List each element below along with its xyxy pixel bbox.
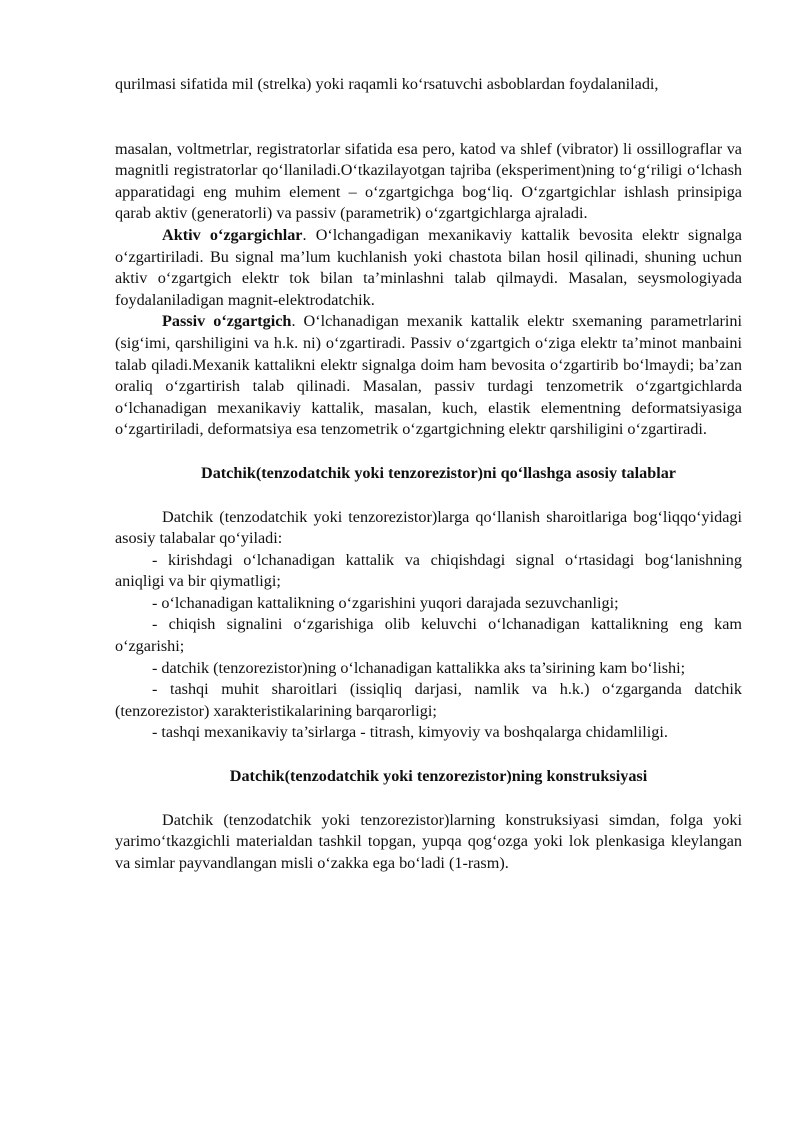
requirement-item: - tashqi mexanikaviy ta’sirlarga - titrash, kimyoviy va boshqalarga chidamliligi. bbox=[152, 723, 668, 742]
section-heading-requirements: Datchik(tenzodatchik yoki tenzorezistor)ni qo‘llashga asosiy talablar bbox=[201, 463, 676, 482]
active-transducers-text: . O‘lchangadigan mexanikaviy kattalik bevosita elektr signalga o‘zgartiriladi. Bu signal ma’lum kuchlanish yoki chastota bilan hosil qilinadi, shuning uchun aktiv o‘zgartgich elektr tok bilan ta’minlashni talab qilmaydi. Masalan, seysmologiyada foydalaniladigan magnit-elektrodatchik. bbox=[115, 225, 742, 309]
requirement-item: - chiqish signalini o‘zgarishiga olib keluvchi o‘lchanadigan kattalikning eng kam o‘zgarishi; bbox=[115, 615, 742, 656]
term-active-transducers: Aktiv o‘zgargichlar bbox=[162, 225, 303, 244]
requirements-intro: Datchik (tenzodatchik yoki tenzorezistor)larga qo‘llanish sharoitlariga bog‘liqqo‘yidagi asosiy talabalar qo‘yiladi: bbox=[115, 507, 742, 548]
paragraph-passive-transducers bbox=[115, 311, 742, 441]
construction-paragraph: Datchik (tenzodatchik yoki tenzorezistor)larning konstruksiyasi simdan, folga yoki yarimo‘tkazgichli materialdan tashkil topgan, yupqa qog‘ozga yoki lok plenkasiga kleylangan va simlar payvandlangan misli o‘zakka ega bo‘ladi (1-rasm). bbox=[115, 810, 742, 872]
requirement-item: - o‘lchanadigan kattalikning o‘zgarishini yuqori darajada sezuvchanligi; bbox=[152, 593, 619, 612]
paragraph-registrators: masalan, voltmetrlar, registratorlar sifatida esa pero, katod va shlef (vibrator) li ossillograflar va magnitli registratorlar qo‘llaniladi.O‘tkazilayotgan tajriba (eksperiment)ning to‘g‘riligi o‘lchash apparatidagi eng muhim element – o‘zgartgichga bog‘liq. O‘zgartgichlar ishlash prinsipiga qarab aktiv (generatorli) va passiv (parametrik) o‘zgartgichlarga ajraladi. bbox=[115, 139, 742, 223]
term-passive-transducer: Passiv o‘zgartgich bbox=[162, 312, 292, 331]
paragraph-intro: qurilmasi sifatida mil (strelka) yoki raqamli ko‘rsatuvchi asboblardan foydalaniladi, bbox=[115, 75, 659, 93]
requirement-item: - kirishdagi o‘lchanadigan kattalik va chiqishdagi signal o‘rtasidagi bog‘lanishning aniqligi va bir qiymatligi; bbox=[115, 550, 742, 591]
section-heading-construction: Datchik(tenzodatchik yoki tenzorezistor)ning konstruksiyasi bbox=[229, 767, 648, 786]
requirement-item: - tashqi muhit sharoitlari (issiqliq darjasi, namlik va h.k.) o‘zgarganda datchik (tenzorezistor) xarakteristikalarining barqarorligi; bbox=[115, 680, 742, 720]
requirement-item: - datchik (tenzorezistor)ning o‘lchanadigan kattalikka aks ta’sirining kam bo‘lishi; bbox=[152, 658, 686, 677]
paragraph-active-transducers bbox=[115, 225, 742, 311]
passive-transducer-text: . O‘lchanadigan mexanik kattalik elektr sxemaning parametrlarini (sig‘imi, qarshiligini va h.k. ni) o‘zgartiradi. Passiv o‘zgartgich o‘ziga elektr ta’minot manbaini talab qiladi.Mexanik kattalikni elektr signalga doim ham bevosita o‘zgartirib bo‘lmaydi; ba’zan oraliq o‘zgartirish talab qilinadi. Masalan, passiv turdagi tenzometrik o‘zgartgichlarda o‘lchanadigan mexanikaviy kattalik, masalan, kuch, elastik elementning deformatsiyasiga o‘zgartiriladi, deformatsiya esa tenzometrik o‘zgartgichning elektr qarshiligini o‘zgartiradi. bbox=[115, 312, 742, 439]
document-body bbox=[115, 74, 742, 874]
